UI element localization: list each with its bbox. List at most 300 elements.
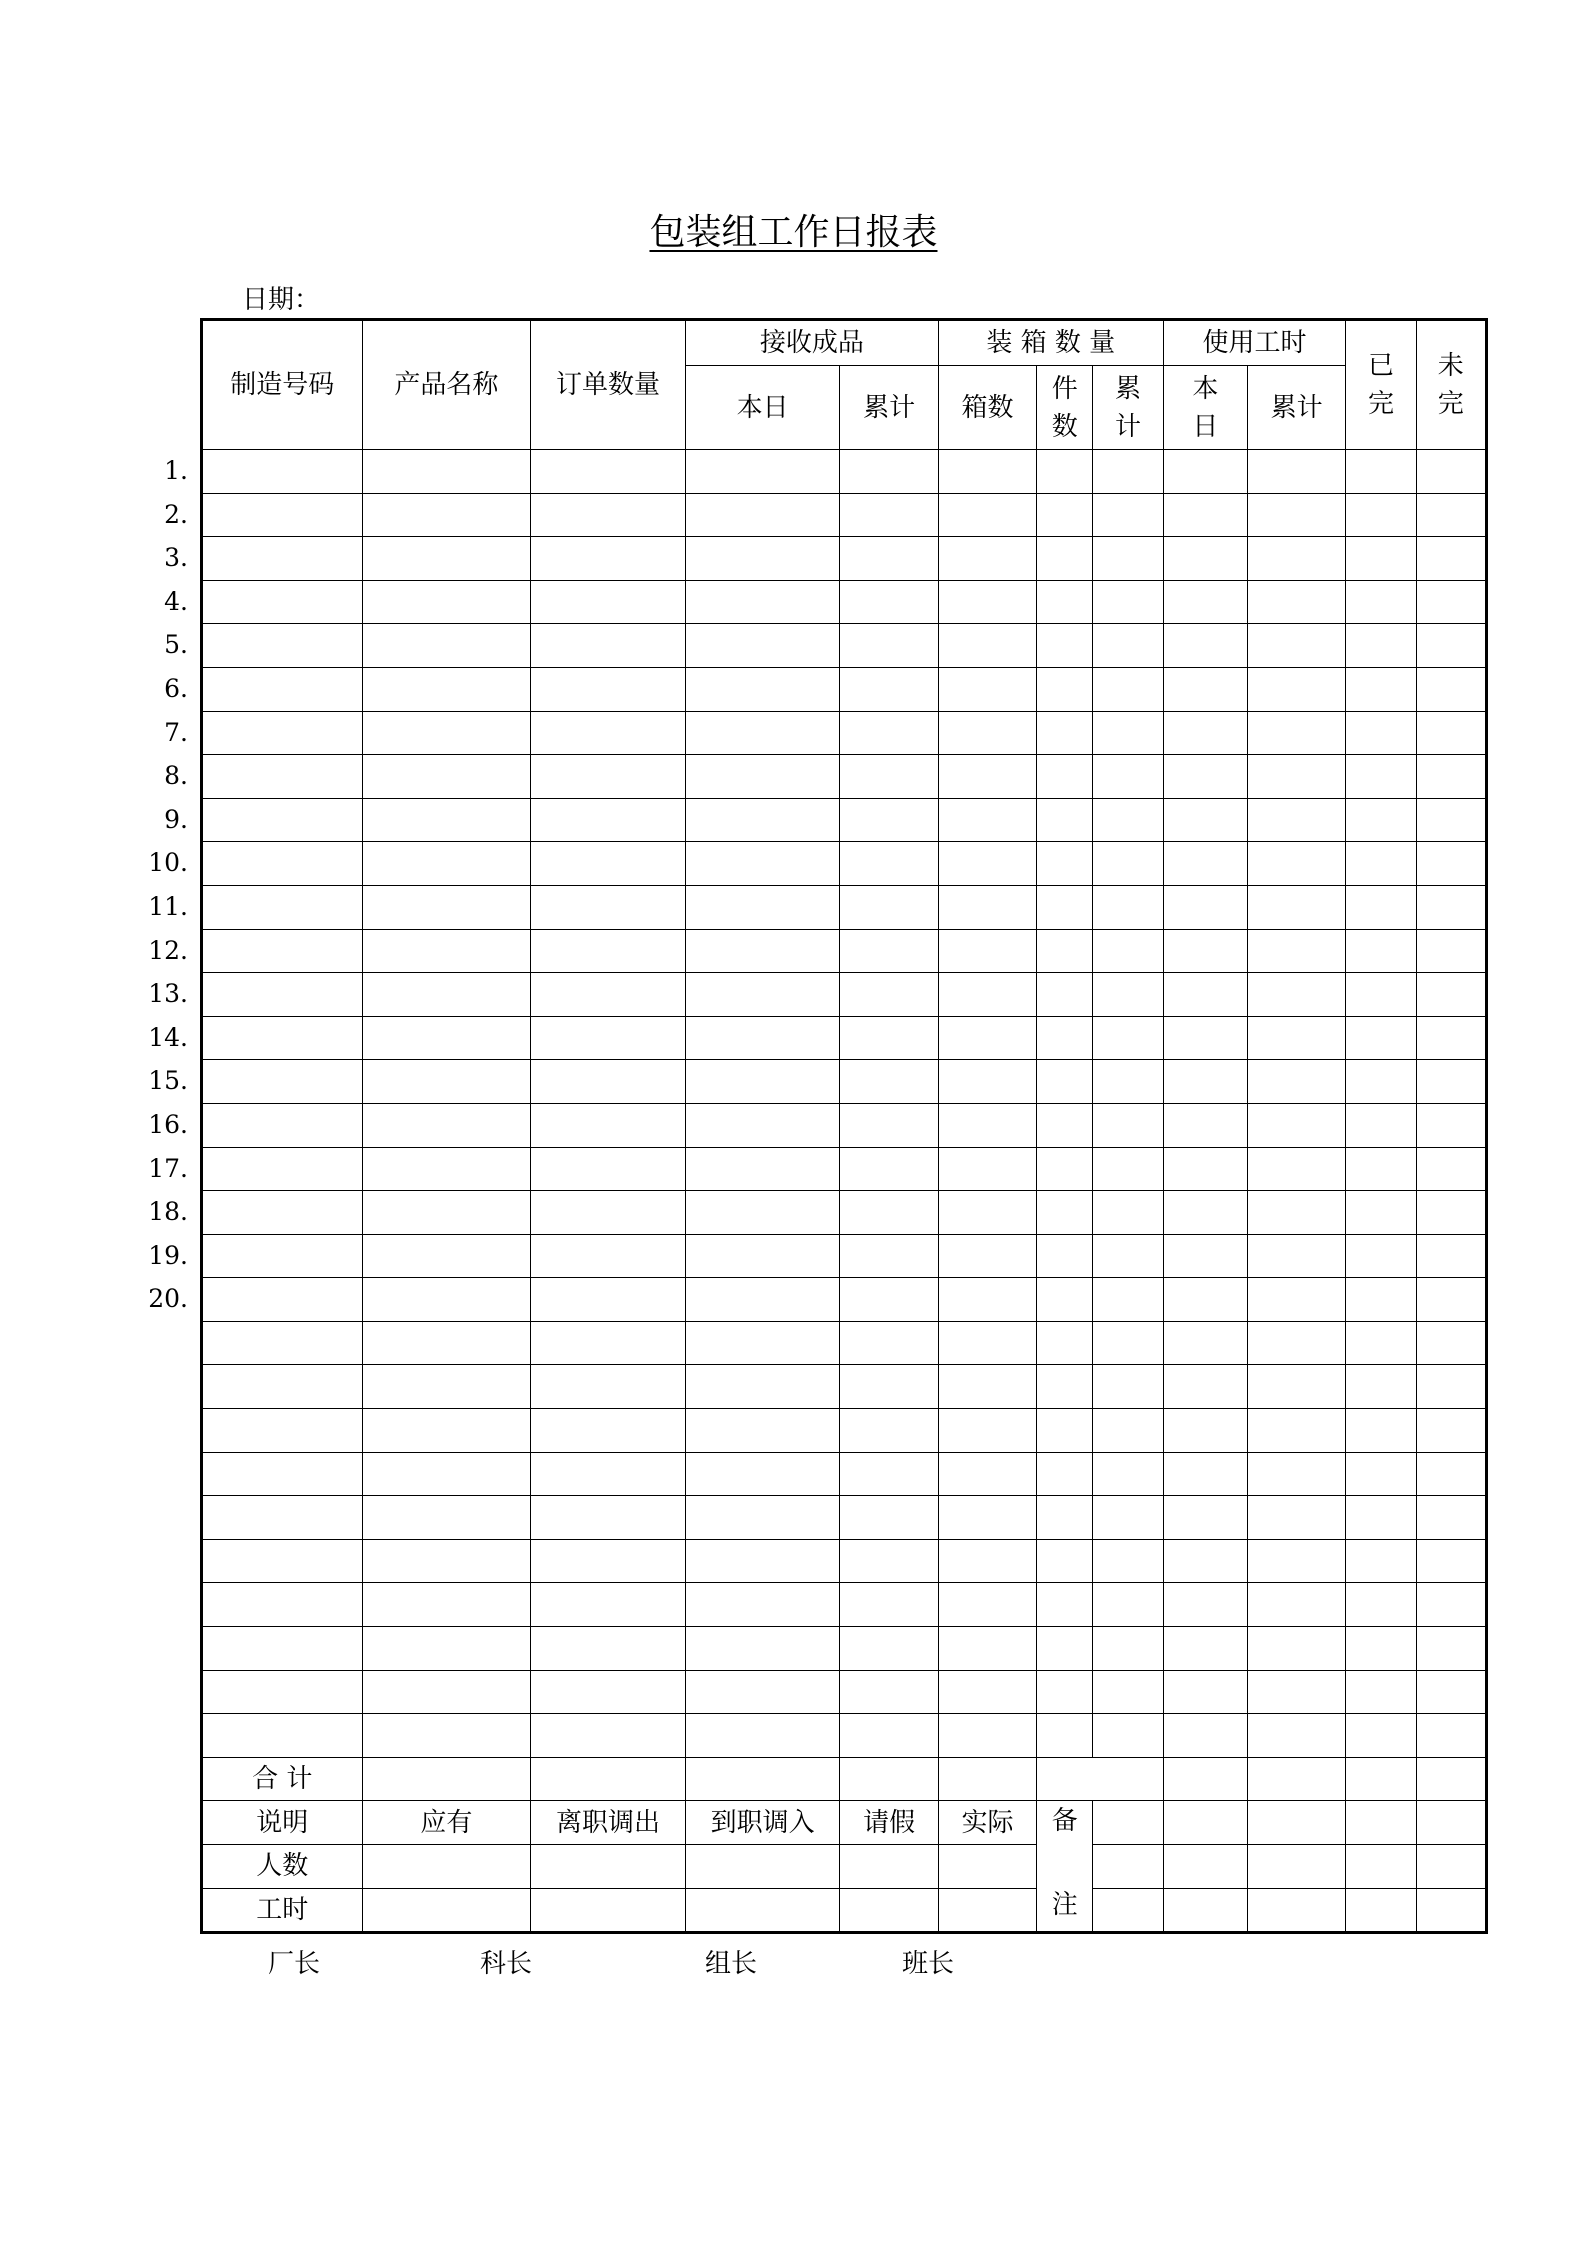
- input-cell[interactable]: [685, 580, 840, 624]
- input-cell[interactable]: [1247, 1147, 1345, 1191]
- input-cell[interactable]: [1037, 1409, 1093, 1453]
- input-cell[interactable]: [202, 1234, 363, 1278]
- input-cell[interactable]: [1163, 929, 1247, 973]
- input-cell[interactable]: [1163, 1147, 1247, 1191]
- input-cell[interactable]: [938, 1278, 1036, 1322]
- input-cell[interactable]: [1037, 1714, 1093, 1758]
- input-cell[interactable]: [362, 1888, 531, 1933]
- input-cell[interactable]: [1093, 493, 1163, 537]
- input-cell[interactable]: [938, 1452, 1036, 1496]
- input-cell[interactable]: [685, 1539, 840, 1583]
- input-cell[interactable]: [685, 1452, 840, 1496]
- input-cell[interactable]: [1247, 1845, 1345, 1889]
- input-cell[interactable]: [685, 1365, 840, 1409]
- input-cell[interactable]: [1163, 1365, 1247, 1409]
- input-cell[interactable]: [362, 1539, 531, 1583]
- input-cell[interactable]: [1093, 1060, 1163, 1104]
- input-cell[interactable]: [938, 1583, 1036, 1627]
- input-cell[interactable]: [1093, 580, 1163, 624]
- input-cell[interactable]: [362, 667, 531, 711]
- input-cell[interactable]: [938, 1147, 1036, 1191]
- input-cell[interactable]: [1346, 1583, 1416, 1627]
- input-cell[interactable]: [1163, 755, 1247, 799]
- input-cell[interactable]: [1037, 1321, 1093, 1365]
- input-cell[interactable]: [938, 1757, 1036, 1801]
- input-cell[interactable]: [1247, 1714, 1345, 1758]
- input-cell[interactable]: [1163, 1496, 1247, 1540]
- input-cell[interactable]: [1037, 1539, 1093, 1583]
- input-cell[interactable]: [1247, 580, 1345, 624]
- input-cell[interactable]: [938, 1539, 1036, 1583]
- input-cell[interactable]: [1093, 1234, 1163, 1278]
- input-cell[interactable]: [1416, 1321, 1486, 1365]
- input-cell[interactable]: [685, 1060, 840, 1104]
- input-cell[interactable]: [1247, 1278, 1345, 1322]
- input-cell[interactable]: [362, 842, 531, 886]
- input-cell[interactable]: [685, 1757, 840, 1801]
- input-cell[interactable]: [1416, 493, 1486, 537]
- input-cell[interactable]: [362, 537, 531, 581]
- input-cell[interactable]: [840, 1452, 938, 1496]
- input-cell[interactable]: [1093, 667, 1163, 711]
- input-cell[interactable]: [1163, 1321, 1247, 1365]
- input-cell[interactable]: [1093, 1321, 1163, 1365]
- input-cell[interactable]: [1163, 798, 1247, 842]
- input-cell[interactable]: [1163, 1452, 1247, 1496]
- input-cell[interactable]: [531, 885, 686, 929]
- input-cell[interactable]: [202, 1016, 363, 1060]
- input-cell[interactable]: [1346, 493, 1416, 537]
- input-cell[interactable]: [362, 885, 531, 929]
- input-cell[interactable]: [362, 1234, 531, 1278]
- input-cell[interactable]: [1416, 798, 1486, 842]
- input-cell[interactable]: [531, 1103, 686, 1147]
- input-cell[interactable]: [1163, 1191, 1247, 1235]
- input-cell[interactable]: [685, 1147, 840, 1191]
- input-cell[interactable]: [1163, 1278, 1247, 1322]
- input-cell[interactable]: [202, 798, 363, 842]
- input-cell[interactable]: [1247, 1539, 1345, 1583]
- input-cell[interactable]: [362, 1191, 531, 1235]
- input-cell[interactable]: [531, 1060, 686, 1104]
- input-cell[interactable]: [362, 1452, 531, 1496]
- input-cell[interactable]: [362, 929, 531, 973]
- input-cell[interactable]: [1247, 1452, 1345, 1496]
- input-cell[interactable]: [938, 842, 1036, 886]
- input-cell[interactable]: [938, 493, 1036, 537]
- input-cell[interactable]: [1037, 1191, 1093, 1235]
- input-cell[interactable]: [531, 711, 686, 755]
- input-cell[interactable]: [840, 1627, 938, 1671]
- input-cell[interactable]: [840, 1278, 938, 1322]
- input-cell[interactable]: [531, 1714, 686, 1758]
- input-cell[interactable]: [685, 1583, 840, 1627]
- input-cell[interactable]: [685, 1191, 840, 1235]
- input-cell[interactable]: [1163, 667, 1247, 711]
- input-cell[interactable]: [531, 537, 686, 581]
- input-cell[interactable]: [938, 624, 1036, 668]
- input-cell[interactable]: [1346, 1365, 1416, 1409]
- input-cell[interactable]: [1037, 1278, 1093, 1322]
- input-cell[interactable]: [840, 1103, 938, 1147]
- input-cell[interactable]: [1037, 1496, 1093, 1540]
- input-cell[interactable]: [685, 1103, 840, 1147]
- input-cell[interactable]: [202, 667, 363, 711]
- input-cell[interactable]: [1093, 929, 1163, 973]
- input-cell[interactable]: [1247, 1409, 1345, 1453]
- input-cell[interactable]: [1416, 1016, 1486, 1060]
- input-cell[interactable]: [1163, 1016, 1247, 1060]
- input-cell[interactable]: [938, 580, 1036, 624]
- input-cell[interactable]: [840, 1583, 938, 1627]
- input-cell[interactable]: [685, 624, 840, 668]
- input-cell[interactable]: [1037, 1452, 1093, 1496]
- input-cell[interactable]: [1346, 1278, 1416, 1322]
- input-cell[interactable]: [938, 1409, 1036, 1453]
- input-cell[interactable]: [1163, 1103, 1247, 1147]
- input-cell[interactable]: [1416, 1365, 1486, 1409]
- input-cell[interactable]: [1037, 580, 1093, 624]
- input-cell[interactable]: [1247, 493, 1345, 537]
- input-cell[interactable]: [1346, 711, 1416, 755]
- input-cell[interactable]: [1346, 1191, 1416, 1235]
- input-cell[interactable]: [1346, 1016, 1416, 1060]
- input-cell[interactable]: [531, 1627, 686, 1671]
- input-cell[interactable]: [938, 798, 1036, 842]
- input-cell[interactable]: [938, 929, 1036, 973]
- input-cell[interactable]: [1037, 842, 1093, 886]
- input-cell[interactable]: [1247, 1016, 1345, 1060]
- input-cell[interactable]: [938, 973, 1036, 1017]
- input-cell[interactable]: [1163, 1627, 1247, 1671]
- input-cell[interactable]: [362, 973, 531, 1017]
- input-cell[interactable]: [362, 1016, 531, 1060]
- input-cell[interactable]: [1247, 798, 1345, 842]
- input-cell[interactable]: [840, 1757, 938, 1801]
- input-cell[interactable]: [531, 973, 686, 1017]
- input-cell[interactable]: [1163, 1234, 1247, 1278]
- input-cell[interactable]: [1247, 1496, 1345, 1540]
- input-cell[interactable]: [1416, 885, 1486, 929]
- input-cell[interactable]: [1416, 1191, 1486, 1235]
- input-cell[interactable]: [938, 667, 1036, 711]
- input-cell[interactable]: [362, 493, 531, 537]
- input-cell[interactable]: [202, 842, 363, 886]
- input-cell[interactable]: [1247, 1583, 1345, 1627]
- input-cell[interactable]: [1037, 624, 1093, 668]
- input-cell[interactable]: [840, 1845, 938, 1889]
- input-cell[interactable]: [840, 885, 938, 929]
- input-cell[interactable]: [531, 1321, 686, 1365]
- input-cell[interactable]: [362, 798, 531, 842]
- input-cell[interactable]: [1037, 929, 1093, 973]
- input-cell[interactable]: [531, 1845, 686, 1889]
- input-cell[interactable]: [1093, 1539, 1163, 1583]
- input-cell[interactable]: [362, 1278, 531, 1322]
- input-cell[interactable]: [1163, 1060, 1247, 1104]
- input-cell[interactable]: [531, 624, 686, 668]
- input-cell[interactable]: [531, 1234, 686, 1278]
- input-cell[interactable]: [1163, 450, 1247, 494]
- input-cell[interactable]: [1416, 929, 1486, 973]
- input-cell[interactable]: [685, 973, 840, 1017]
- input-cell[interactable]: [1346, 885, 1416, 929]
- input-cell[interactable]: [685, 711, 840, 755]
- input-cell[interactable]: [1346, 1757, 1416, 1801]
- input-cell[interactable]: [1416, 1888, 1486, 1933]
- input-cell[interactable]: [938, 755, 1036, 799]
- input-cell[interactable]: [1037, 798, 1093, 842]
- input-cell[interactable]: [1416, 1496, 1486, 1540]
- input-cell[interactable]: [362, 1496, 531, 1540]
- input-cell[interactable]: [1346, 667, 1416, 711]
- input-cell[interactable]: [1416, 1234, 1486, 1278]
- input-cell[interactable]: [1416, 1670, 1486, 1714]
- input-cell[interactable]: [1093, 1845, 1163, 1889]
- input-cell[interactable]: [362, 1670, 531, 1714]
- input-cell[interactable]: [1346, 1496, 1416, 1540]
- input-cell[interactable]: [840, 798, 938, 842]
- input-cell[interactable]: [840, 755, 938, 799]
- input-cell[interactable]: [938, 1496, 1036, 1540]
- input-cell[interactable]: [1093, 798, 1163, 842]
- input-cell[interactable]: [1247, 973, 1345, 1017]
- input-cell[interactable]: [1247, 1670, 1345, 1714]
- input-cell[interactable]: [202, 493, 363, 537]
- input-cell[interactable]: [1416, 1583, 1486, 1627]
- input-cell[interactable]: [840, 493, 938, 537]
- input-cell[interactable]: [1093, 1016, 1163, 1060]
- input-cell[interactable]: [840, 450, 938, 494]
- input-cell[interactable]: [685, 1409, 840, 1453]
- input-cell[interactable]: [1093, 537, 1163, 581]
- input-cell[interactable]: [1163, 580, 1247, 624]
- input-cell[interactable]: [1247, 711, 1345, 755]
- input-cell[interactable]: [1163, 537, 1247, 581]
- input-cell[interactable]: [531, 1539, 686, 1583]
- input-cell[interactable]: [531, 493, 686, 537]
- input-cell[interactable]: [531, 667, 686, 711]
- input-cell[interactable]: [1037, 755, 1093, 799]
- input-cell[interactable]: [840, 1670, 938, 1714]
- input-cell[interactable]: [1346, 450, 1416, 494]
- input-cell[interactable]: [1247, 1365, 1345, 1409]
- input-cell[interactable]: [362, 450, 531, 494]
- input-cell[interactable]: [1416, 973, 1486, 1017]
- input-cell[interactable]: [1093, 1583, 1163, 1627]
- input-cell[interactable]: [1416, 1539, 1486, 1583]
- input-cell[interactable]: [1416, 1452, 1486, 1496]
- input-cell[interactable]: [1093, 1365, 1163, 1409]
- input-cell[interactable]: [1247, 929, 1345, 973]
- input-cell[interactable]: [685, 885, 840, 929]
- input-cell[interactable]: [202, 929, 363, 973]
- input-cell[interactable]: [362, 1583, 531, 1627]
- input-cell[interactable]: [202, 755, 363, 799]
- input-cell[interactable]: [1163, 973, 1247, 1017]
- input-cell[interactable]: [1037, 1103, 1093, 1147]
- input-cell[interactable]: [1416, 1060, 1486, 1104]
- input-cell[interactable]: [1093, 1409, 1163, 1453]
- input-cell[interactable]: [1163, 1845, 1247, 1889]
- input-cell[interactable]: [1416, 1278, 1486, 1322]
- input-cell[interactable]: [1093, 755, 1163, 799]
- input-cell[interactable]: [685, 1278, 840, 1322]
- input-cell[interactable]: [531, 1757, 686, 1801]
- input-cell[interactable]: [362, 1627, 531, 1671]
- input-cell[interactable]: [1416, 537, 1486, 581]
- input-cell[interactable]: [840, 667, 938, 711]
- input-cell[interactable]: [1093, 1888, 1163, 1933]
- input-cell[interactable]: [1346, 1147, 1416, 1191]
- input-cell[interactable]: [840, 580, 938, 624]
- input-cell[interactable]: [1346, 1234, 1416, 1278]
- input-cell[interactable]: [938, 1670, 1036, 1714]
- input-cell[interactable]: [1247, 537, 1345, 581]
- input-cell[interactable]: [1346, 798, 1416, 842]
- input-cell[interactable]: [531, 1888, 686, 1933]
- input-cell[interactable]: [362, 1147, 531, 1191]
- input-cell[interactable]: [202, 1670, 363, 1714]
- input-cell[interactable]: [531, 580, 686, 624]
- input-cell[interactable]: [1037, 1583, 1093, 1627]
- input-cell[interactable]: [1093, 711, 1163, 755]
- input-cell[interactable]: [1346, 537, 1416, 581]
- input-cell[interactable]: [1093, 624, 1163, 668]
- input-cell[interactable]: [1346, 1103, 1416, 1147]
- input-cell[interactable]: [1037, 537, 1093, 581]
- input-cell[interactable]: [938, 1627, 1036, 1671]
- input-cell[interactable]: [531, 1583, 686, 1627]
- input-cell[interactable]: [1346, 1801, 1416, 1845]
- input-cell[interactable]: [840, 624, 938, 668]
- input-cell[interactable]: [840, 537, 938, 581]
- input-cell[interactable]: [840, 1060, 938, 1104]
- input-cell[interactable]: [1037, 1627, 1093, 1671]
- input-cell[interactable]: [531, 842, 686, 886]
- input-cell[interactable]: [1093, 1103, 1163, 1147]
- input-cell[interactable]: [202, 1191, 363, 1235]
- input-cell[interactable]: [938, 1845, 1036, 1889]
- input-cell[interactable]: [1416, 1845, 1486, 1889]
- input-cell[interactable]: [531, 1191, 686, 1235]
- input-cell[interactable]: [1247, 624, 1345, 668]
- input-cell[interactable]: [202, 624, 363, 668]
- input-cell[interactable]: [938, 1714, 1036, 1758]
- input-cell[interactable]: [840, 1147, 938, 1191]
- input-cell[interactable]: [1247, 885, 1345, 929]
- input-cell[interactable]: [840, 1365, 938, 1409]
- input-cell[interactable]: [685, 1670, 840, 1714]
- input-cell[interactable]: [938, 537, 1036, 581]
- input-cell[interactable]: [1247, 1801, 1345, 1845]
- input-cell[interactable]: [1093, 1670, 1163, 1714]
- input-cell[interactable]: [1037, 1060, 1093, 1104]
- input-cell[interactable]: [1093, 1147, 1163, 1191]
- input-cell[interactable]: [685, 1845, 840, 1889]
- input-cell[interactable]: [1346, 1714, 1416, 1758]
- input-cell[interactable]: [202, 1409, 363, 1453]
- input-cell[interactable]: [362, 580, 531, 624]
- input-cell[interactable]: [362, 1757, 531, 1801]
- input-cell[interactable]: [840, 1191, 938, 1235]
- input-cell[interactable]: [1093, 450, 1163, 494]
- input-cell[interactable]: [1093, 1714, 1163, 1758]
- input-cell[interactable]: [1416, 1627, 1486, 1671]
- input-cell[interactable]: [840, 1539, 938, 1583]
- input-cell[interactable]: [1163, 493, 1247, 537]
- input-cell[interactable]: [1093, 1278, 1163, 1322]
- input-cell[interactable]: [202, 1452, 363, 1496]
- input-cell[interactable]: [1247, 667, 1345, 711]
- input-cell[interactable]: [1247, 755, 1345, 799]
- input-cell[interactable]: [685, 798, 840, 842]
- input-cell[interactable]: [840, 1321, 938, 1365]
- input-cell[interactable]: [1346, 1845, 1416, 1889]
- input-cell[interactable]: [1247, 1191, 1345, 1235]
- input-cell[interactable]: [1093, 1496, 1163, 1540]
- input-cell[interactable]: [685, 667, 840, 711]
- input-cell[interactable]: [362, 624, 531, 668]
- input-cell[interactable]: [362, 1409, 531, 1453]
- input-cell[interactable]: [1416, 1801, 1486, 1845]
- input-cell[interactable]: [531, 798, 686, 842]
- input-cell[interactable]: [362, 1714, 531, 1758]
- input-cell[interactable]: [938, 1234, 1036, 1278]
- input-cell[interactable]: [202, 1627, 363, 1671]
- input-cell[interactable]: [938, 1103, 1036, 1147]
- input-cell[interactable]: [1163, 711, 1247, 755]
- input-cell[interactable]: [840, 1714, 938, 1758]
- input-cell[interactable]: [1163, 1583, 1247, 1627]
- input-cell[interactable]: [1163, 624, 1247, 668]
- input-cell[interactable]: [1163, 1888, 1247, 1933]
- input-cell[interactable]: [1037, 711, 1093, 755]
- input-cell[interactable]: [1416, 1409, 1486, 1453]
- input-cell[interactable]: [1346, 755, 1416, 799]
- input-cell[interactable]: [1416, 755, 1486, 799]
- input-cell[interactable]: [1163, 885, 1247, 929]
- input-cell[interactable]: [685, 493, 840, 537]
- input-cell[interactable]: [1416, 1714, 1486, 1758]
- input-cell[interactable]: [202, 450, 363, 494]
- input-cell[interactable]: [685, 1714, 840, 1758]
- input-cell[interactable]: [1093, 885, 1163, 929]
- input-cell[interactable]: [1346, 1452, 1416, 1496]
- input-cell[interactable]: [685, 1321, 840, 1365]
- input-cell[interactable]: [840, 842, 938, 886]
- input-cell[interactable]: [202, 1060, 363, 1104]
- input-cell[interactable]: [840, 929, 938, 973]
- input-cell[interactable]: [685, 929, 840, 973]
- input-cell[interactable]: [840, 1234, 938, 1278]
- input-cell[interactable]: [685, 1234, 840, 1278]
- input-cell[interactable]: [1346, 624, 1416, 668]
- input-cell[interactable]: [840, 1888, 938, 1933]
- input-cell[interactable]: [685, 1496, 840, 1540]
- input-cell[interactable]: [1037, 885, 1093, 929]
- input-cell[interactable]: [531, 755, 686, 799]
- input-cell[interactable]: [1163, 1409, 1247, 1453]
- input-cell[interactable]: [1346, 1627, 1416, 1671]
- input-cell[interactable]: [1346, 1060, 1416, 1104]
- input-cell[interactable]: [1346, 973, 1416, 1017]
- input-cell[interactable]: [362, 711, 531, 755]
- input-cell[interactable]: [685, 1016, 840, 1060]
- input-cell[interactable]: [202, 1147, 363, 1191]
- input-cell[interactable]: [1037, 1670, 1093, 1714]
- input-cell[interactable]: [1163, 1714, 1247, 1758]
